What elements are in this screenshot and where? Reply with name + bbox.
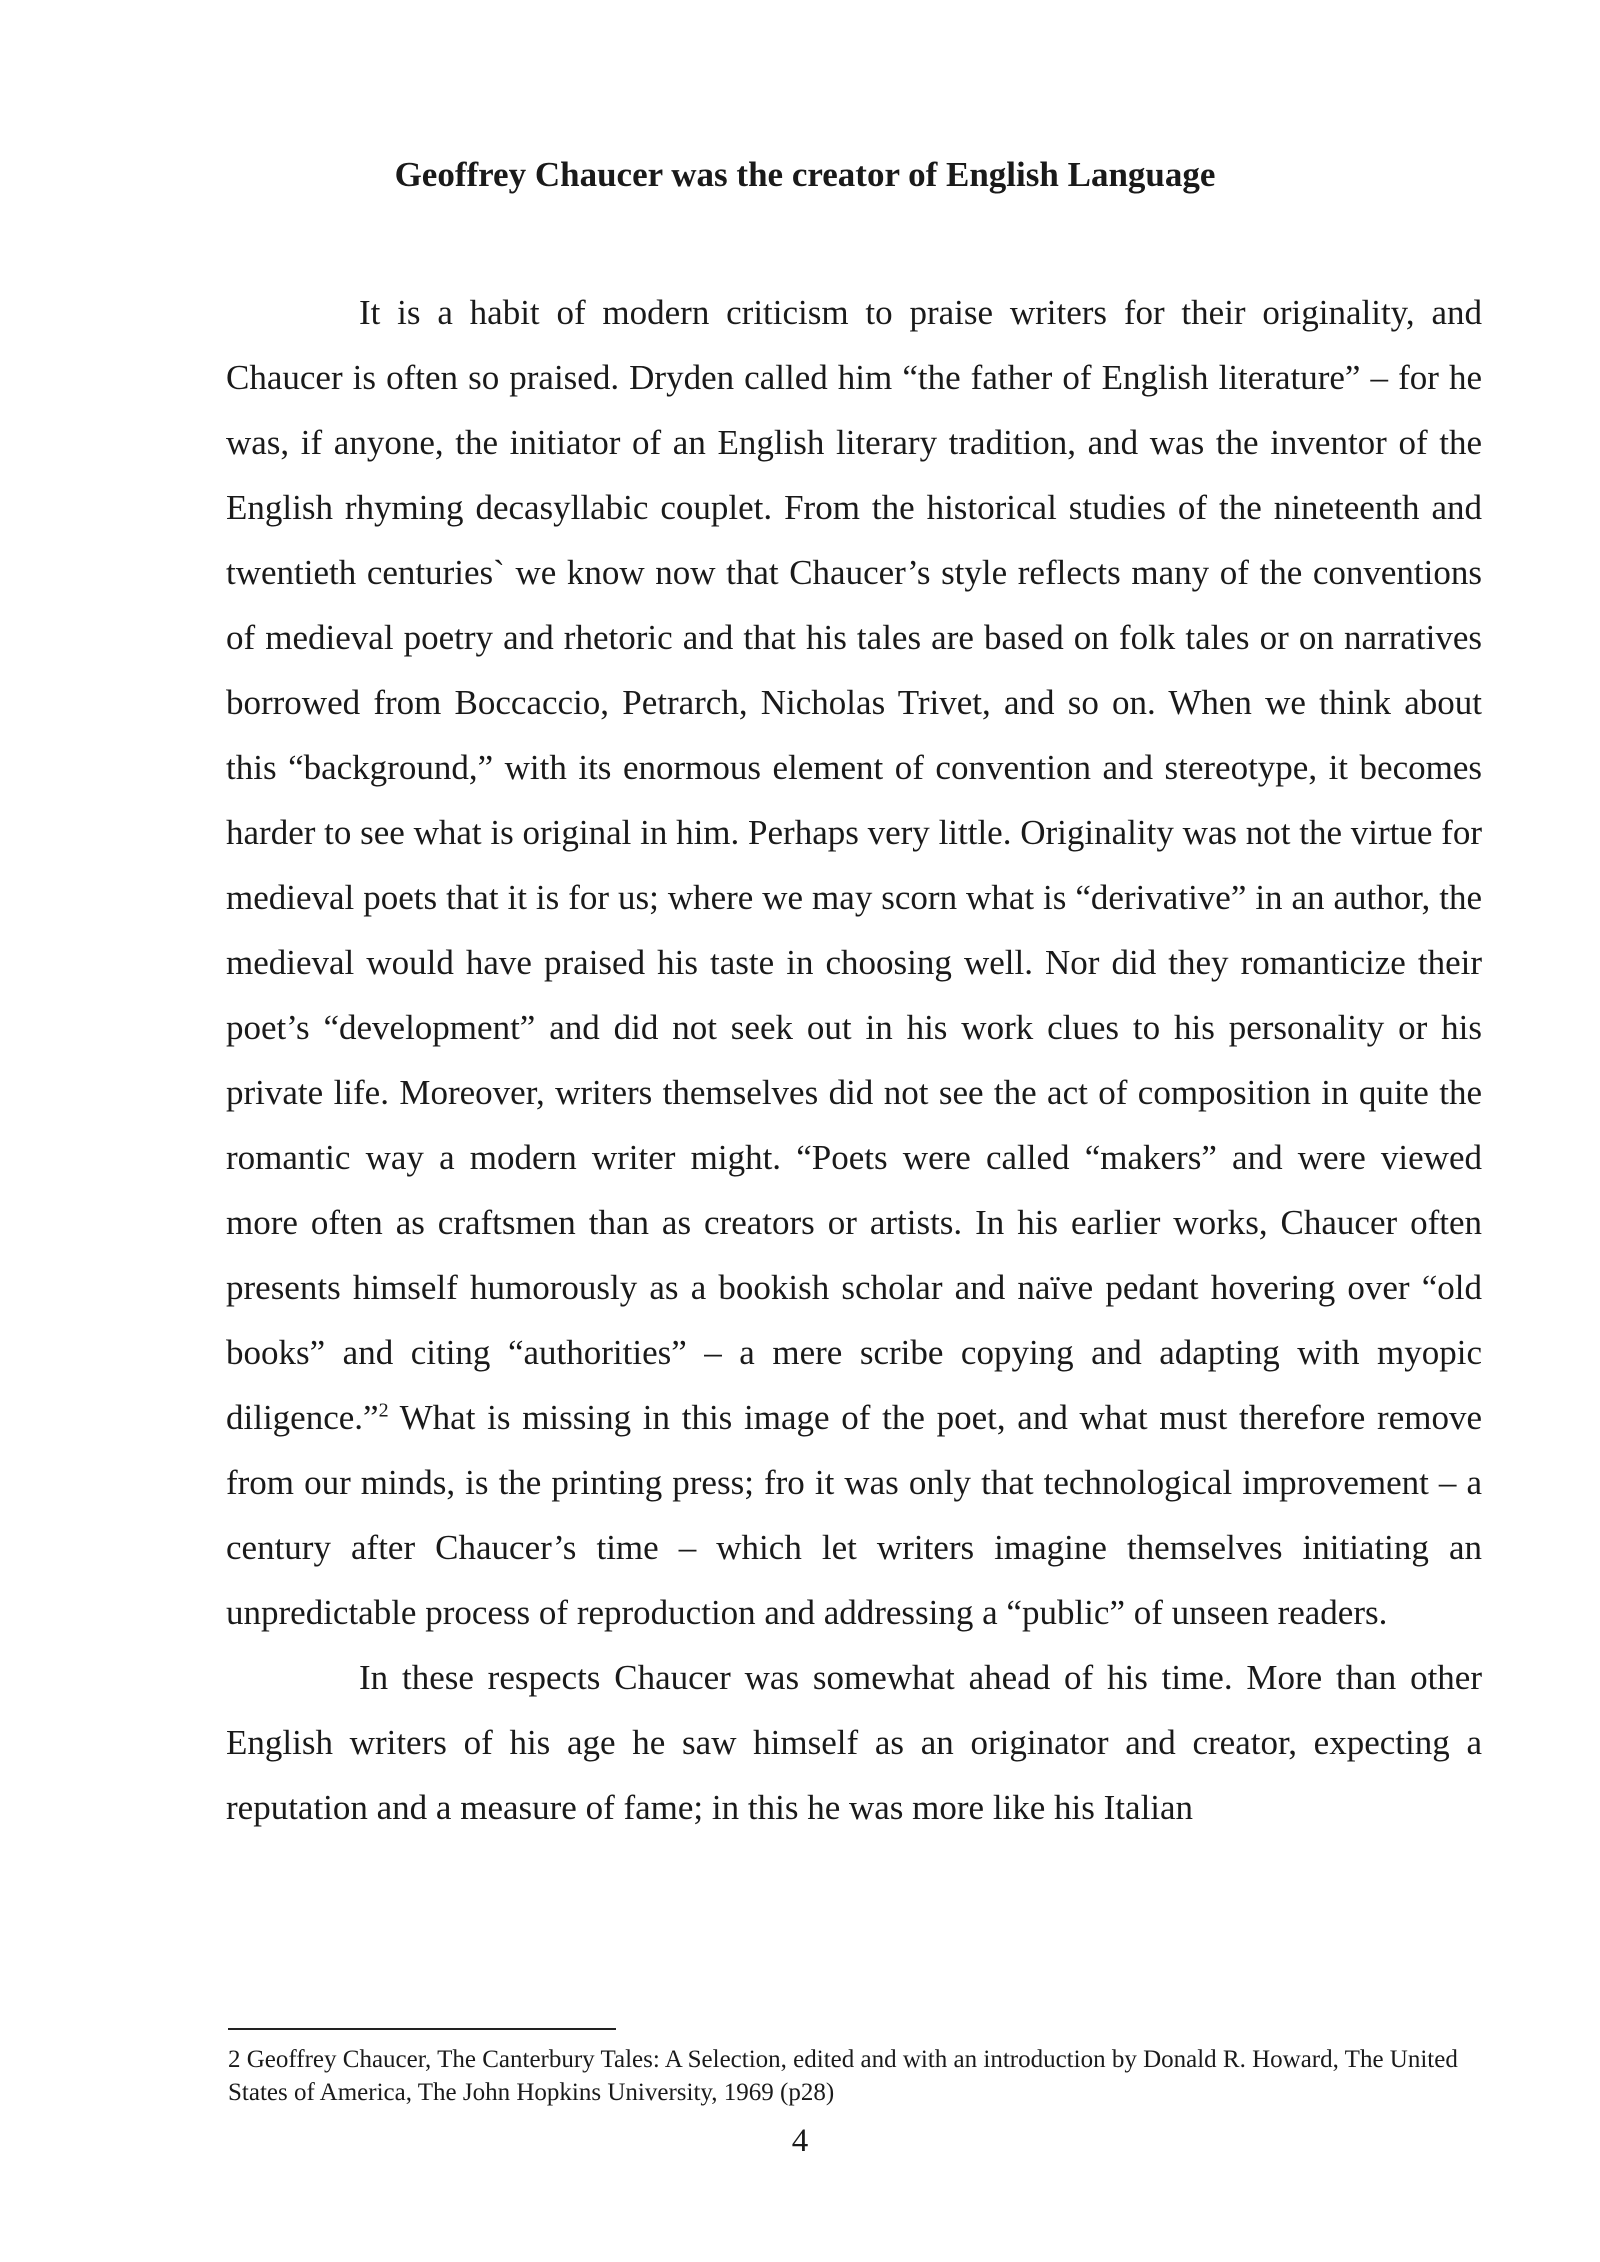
footnote-divider [228, 2028, 616, 2030]
paragraph-1-text-continued: What is missing in this image of the poet, and what must therefore remove from our minds, is the printing press; fro it was only that technological improvement – a century after Chaucer’s time – which let writers imagine themselves initiating an unpredictable process of reproduction and addressing a “public” of unseen readers. [226, 1398, 1482, 1632]
paragraph-1-text: It is a habit of modern criticism to praise writers for their originality, and Chaucer is often so praised. Dryden called him “the father of English literature” – for he was, if anyone, the initiator of an English literary tradition, and was the inventor of the English rhyming decasyllabic couplet. From the historical studies of the nineteenth and twentieth centuries` we know now that Chaucer’s style reflects many of the conventions of medieval poetry and rhetoric and that his tales are based on folk tales or on narratives borrowed from Boccaccio, Petrarch, Nicholas Trivet, and so on. When we think about this “background,” with its enormous element of convention and stereotype, it becomes harder to see what is original in him. Perhaps very little. Originality was not the virtue for medieval poets that it is for us; where we may scorn what is “derivative” in an author, the medieval would have praised his taste in choosing well. Nor did they romanticize their poet’s “development” and did not seek out in his work clues to his personality or his private life. Moreover, writers themselves did not see the act of composition in quite the romantic way a modern writer might. “Poets were called “makers” and were viewed more often as craftsmen than as creators or artists. In his earlier works, Chaucer often presents himself humorously as a bookish scholar and naïve pedant hovering over “old books” and citing “authorities” – a mere scribe copying and adapting with myopic diligence.” [226, 293, 1482, 1437]
paragraph-1 [226, 280, 1482, 1645]
page-number: 4 [791, 2123, 809, 2159]
document-title: Geoffrey Chaucer was the creator of English Language [394, 155, 1216, 194]
footnote-reference: 2 [378, 1399, 389, 1422]
paragraph-2 [226, 1645, 1482, 1840]
footnote: 2 Geoffrey Chaucer, The Canterbury Tales: A Selection, edited and with an introduction by Donald R. Howard, The United States of America, The John Hopkins University, 1969 (p28) [228, 2046, 1458, 2106]
body-text [226, 280, 1482, 1840]
paragraph-2-text: In these respects Chaucer was somewhat ahead of his time. More than other English writers of his age he saw himself as an originator and creator, expecting a reputation and a measure of fame; in this he was more like his Italian [226, 1658, 1482, 1827]
